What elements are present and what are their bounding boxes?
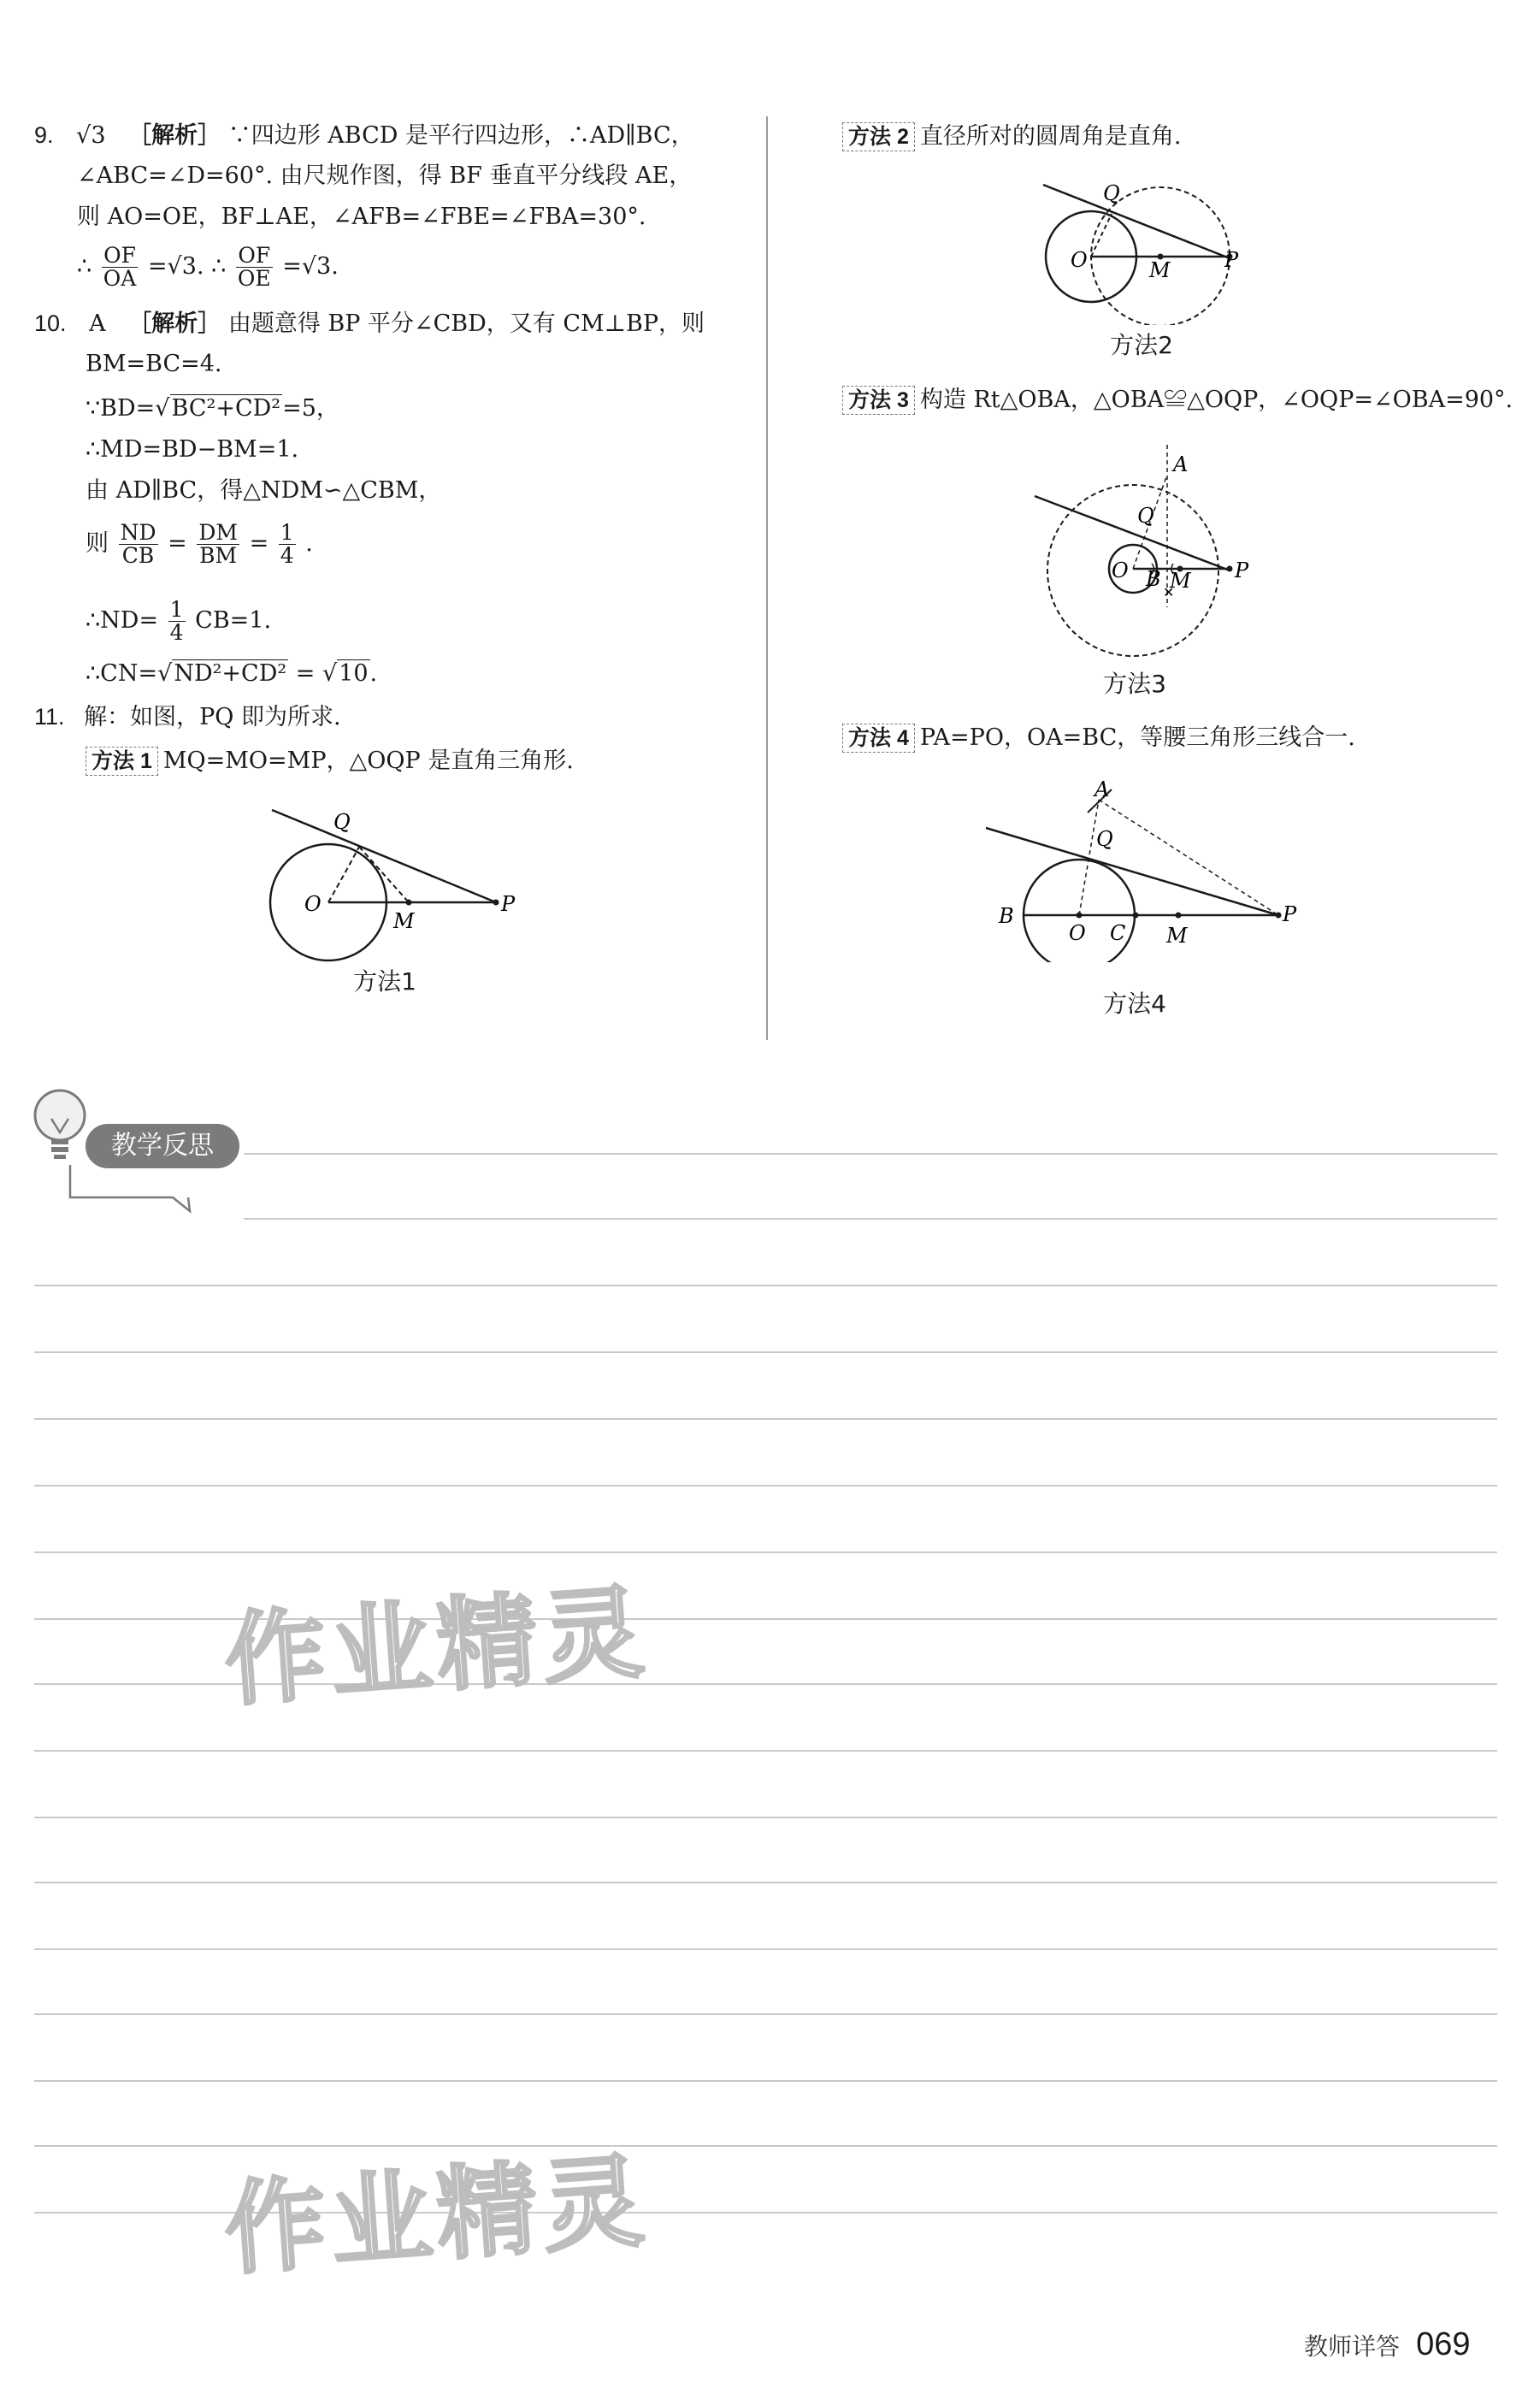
q10-answer: A	[89, 310, 106, 337]
writing-line	[34, 1817, 1497, 1818]
writing-line	[34, 1552, 1497, 1553]
q9-mid-text: =√3. ∴	[147, 253, 227, 280]
method4-text: PA=PO，OA=BC，等腰三角形三线合一.	[919, 724, 1355, 751]
writing-line	[34, 1948, 1497, 1950]
q10-fraction-quarter: $\frac{1}{4}$	[280, 520, 294, 568]
m4-label-b: B	[999, 904, 1014, 928]
q10-line5: 由 AD∥BC，得△NDM∽△CBM，	[86, 477, 442, 504]
caption-method2: 方法2	[1110, 331, 1173, 359]
label-p: P	[501, 892, 516, 916]
m4-label-p: P	[1283, 902, 1297, 926]
caption-method3: 方法3	[1103, 670, 1166, 698]
caption-method1: 方法1	[353, 967, 416, 996]
m4-label-q: Q	[1096, 827, 1113, 851]
q10-fraction-quarter-2: $\frac{1}{4}$	[169, 597, 184, 645]
figure-method1	[257, 800, 530, 971]
q9-text-line1: ∵四边形 ABCD 是平行四边形，∴AD∥BC，	[227, 122, 694, 149]
method3-tag: 方法 3	[842, 386, 915, 415]
q11-text-line1: 解：如图，PQ 即为所求.	[84, 704, 341, 730]
q10-line2: BM=BC=4.	[86, 351, 222, 377]
q10-number: 10.	[34, 310, 67, 336]
column-divider	[766, 116, 768, 1040]
reflection-title: 教学反思	[111, 1131, 214, 1161]
writing-line	[244, 1218, 1497, 1220]
m3-cross-mark: ✕	[1163, 584, 1175, 600]
page-number: 069	[1416, 2326, 1471, 2362]
q10-fraction-nd-cb: $\frac{ND}{CB}$	[120, 520, 156, 568]
m2-label-m: M	[1149, 258, 1171, 282]
q10-radical-2: ND²+CD²	[174, 660, 287, 687]
q9-answer: √3	[76, 122, 106, 149]
watermark-lower: 作业精灵	[221, 2141, 652, 2290]
q9-fraction-2: $\frac{OF}{OE}$	[237, 243, 271, 291]
writing-line	[34, 1285, 1497, 1286]
q11-method4	[842, 723, 1355, 754]
q9-therefore: ∴	[77, 253, 92, 280]
m3-label-a: A	[1173, 452, 1189, 476]
writing-line	[34, 1485, 1497, 1487]
writing-line	[34, 2080, 1497, 2082]
m3-label-o: O	[1112, 559, 1129, 582]
q9-end-text: =√3.	[282, 253, 339, 280]
label-m: M	[393, 909, 415, 933]
footer	[1304, 2326, 1471, 2363]
caption-method4: 方法4	[1103, 990, 1166, 1018]
q9-line2: ∠ABC=∠D=60°. 由尺规作图，得 BF 垂直平分线段 AE，	[77, 163, 693, 189]
speech-bubble-tail	[62, 1163, 198, 1215]
q9-analysis-tag: ［解析］	[128, 122, 221, 149]
m3-label-p: P	[1235, 559, 1249, 582]
q10-text-line1: 由题意得 BP 平分∠CBD，又有 CM⊥BP，则	[227, 310, 705, 337]
label-o: O	[304, 892, 322, 916]
m3-label-q: Q	[1137, 504, 1154, 528]
q11-method2	[842, 121, 1181, 152]
q10-radical-1: BC²+CD²	[171, 395, 281, 422]
q10-line6: 则 $\frac{ND}{CB}$ = $\frac{DM}{BM}$ = $\frac{1}{4}$ .	[86, 520, 313, 568]
reflection-title-box	[86, 1124, 239, 1168]
q11-method1	[86, 746, 574, 777]
q10-line1	[34, 308, 705, 340]
label-q: Q	[333, 810, 351, 834]
method2-text: 直径所对的圆周角是直角.	[919, 123, 1182, 150]
method2-tag: 方法 2	[842, 122, 915, 151]
q10-radical-3: 10	[339, 660, 369, 687]
m2-label-p: P	[1224, 248, 1239, 272]
footer-label: 教师详答	[1304, 2332, 1401, 2361]
q11-number: 11.	[34, 704, 65, 730]
q9-fraction-1: $\frac{OF}{OA}$	[103, 243, 137, 291]
writing-line	[34, 1418, 1497, 1420]
method1-tag: 方法 1	[86, 747, 158, 776]
writing-line	[244, 1153, 1497, 1155]
figure-method3	[1026, 440, 1283, 663]
q10-line4: ∴MD=BD−BM=1.	[86, 436, 299, 463]
q10-analysis-tag: ［解析］	[128, 310, 221, 337]
m4-label-a: A	[1095, 777, 1110, 801]
m3-label-b: B	[1146, 567, 1161, 591]
q10-line8: ∴CN=√ND²+CD² = √10.	[86, 660, 378, 687]
m2-label-o: O	[1071, 248, 1088, 272]
q9-line1	[34, 120, 694, 151]
method4-tag: 方法 4	[842, 724, 915, 753]
q9-number: 9.	[34, 122, 54, 148]
q10-line3: ∵BD=√BC²+CD²=5，	[86, 395, 339, 422]
method3-text: 构造 Rt△OBA，△OBA≌△OQP，∠OQP=∠OBA=90°.	[919, 387, 1513, 413]
figure-method2	[1035, 171, 1291, 325]
q9-line3: 则 AO=OE，BF⊥AE，∠AFB=∠FBE=∠FBA=30°.	[77, 204, 646, 230]
watermark-upper: 作业精灵	[221, 1572, 652, 1721]
m2-label-q: Q	[1103, 181, 1120, 205]
q10-fraction-dm-bm: $\frac{DM}{BM}$	[198, 520, 238, 568]
writing-line	[34, 1750, 1497, 1752]
writing-line	[34, 2013, 1497, 2015]
writing-line	[34, 1882, 1497, 1883]
q11-method3	[842, 385, 1513, 416]
m3-label-m: M	[1170, 569, 1191, 593]
q10-line7: ∴ND= $\frac{1}{4}$ CB=1.	[86, 597, 272, 645]
m4-label-m: M	[1166, 924, 1188, 948]
figure-method4	[983, 774, 1308, 962]
method1-text: MQ=MO=MP，△OQP 是直角三角形.	[162, 748, 574, 774]
q11-line1	[34, 701, 341, 733]
m4-label-o: O	[1069, 921, 1086, 945]
writing-line	[34, 1351, 1497, 1353]
q9-line4	[77, 245, 339, 290]
m4-label-c: C	[1110, 921, 1126, 945]
